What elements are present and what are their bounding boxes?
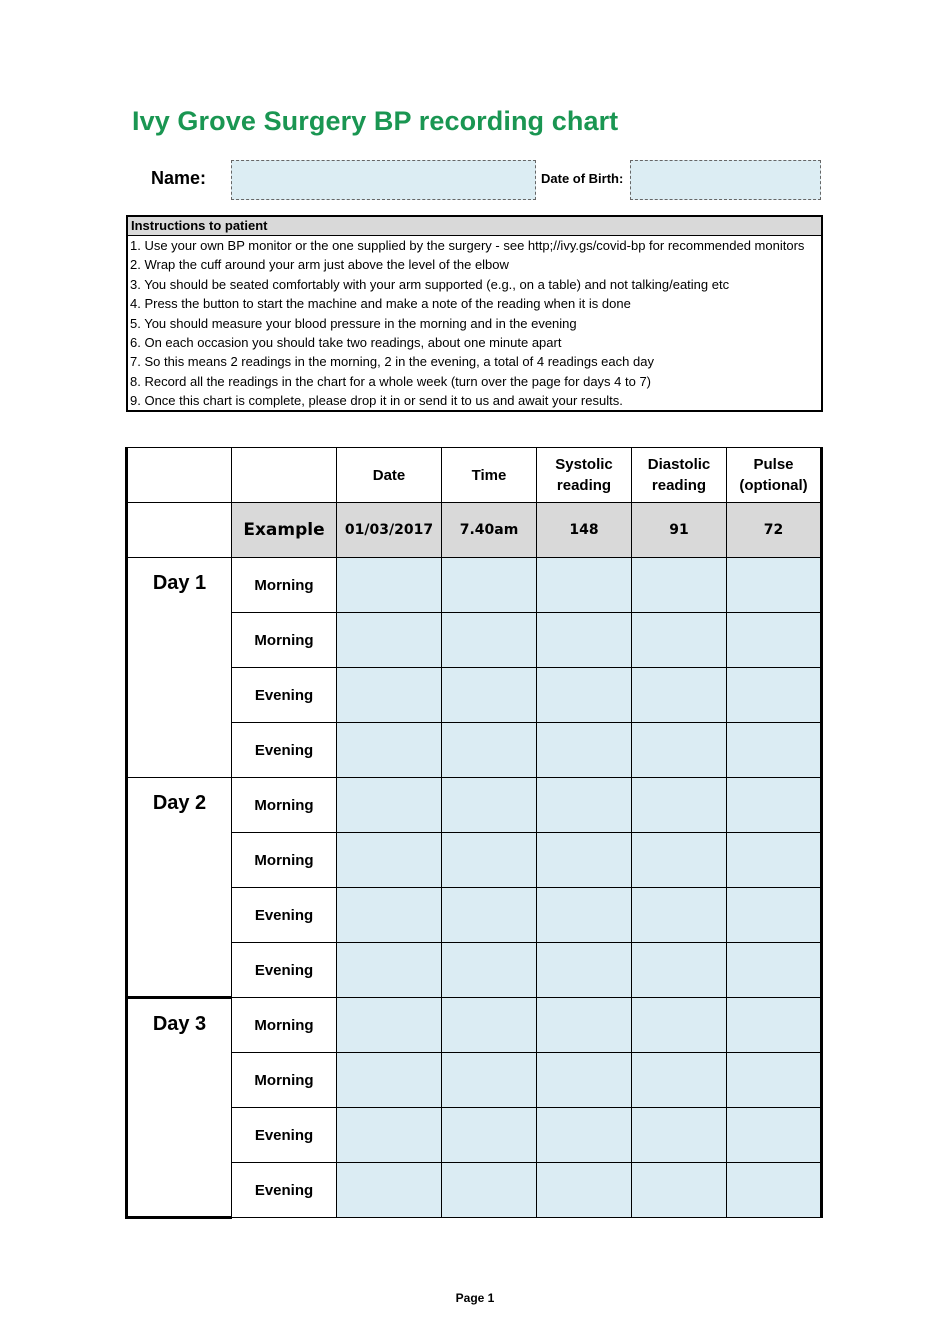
time-slot-label: Evening [232,723,337,778]
example-diastolic: 91 [632,503,727,558]
time-slot-label: Morning [232,778,337,833]
diastolic-entry[interactable] [632,1053,727,1108]
pulse-entry[interactable] [727,778,822,833]
systolic-entry[interactable] [537,723,632,778]
time-entry[interactable] [442,998,537,1053]
pulse-entry[interactable] [727,1163,822,1218]
date-entry[interactable] [337,723,442,778]
day-label: Day 1 [127,558,232,778]
diastolic-entry[interactable] [632,723,727,778]
instruction-item: 1. Use your own BP monitor or the one supplied by the surgery - see http;//ivy.gs/covid-bp for recommended monitors [130,238,805,253]
time-slot-label: Morning [232,1053,337,1108]
example-systolic: 148 [537,503,632,558]
pulse-entry[interactable] [727,723,822,778]
table-row [127,668,822,723]
example-label: Example [232,503,337,558]
name-field[interactable] [231,160,536,200]
systolic-entry[interactable] [537,668,632,723]
table-row [127,1163,822,1218]
time-entry[interactable] [442,613,537,668]
date-entry[interactable] [337,833,442,888]
table-row [127,613,822,668]
example-pulse: 72 [727,503,822,558]
systolic-entry[interactable] [537,1053,632,1108]
systolic-entry[interactable] [537,558,632,613]
diastolic-entry[interactable] [632,1163,727,1218]
time-slot-label: Morning [232,833,337,888]
systolic-entry[interactable] [537,1163,632,1218]
time-entry[interactable] [442,723,537,778]
date-entry[interactable] [337,888,442,943]
example-time: 7.40am [442,503,537,558]
pulse-entry[interactable] [727,998,822,1053]
dob-label: Date of Birth: [541,171,624,186]
time-entry[interactable] [442,833,537,888]
time-entry[interactable] [442,778,537,833]
header-pulse: Pulse (optional) [727,448,822,503]
header-systolic: Systolic reading [537,448,632,503]
table-row [127,558,822,613]
systolic-entry[interactable] [537,613,632,668]
instruction-item: 8. Record all the readings in the chart for a whole week (turn over the page for days 4 to 7) [130,373,652,389]
systolic-entry[interactable] [537,833,632,888]
header-diastolic: Diastolic reading [632,448,727,503]
time-slot-label: Evening [232,1163,337,1218]
diastolic-entry[interactable] [632,943,727,998]
time-entry[interactable] [442,668,537,723]
example-row [127,503,822,558]
table-row [127,833,822,888]
instruction-item: 3. You should be seated comfortably with your arm supported (e.g., on a table) and not talking/eating etc [130,276,730,292]
instruction-item: 9. Once this chart is complete, please drop it in or send it to us and await your results. [130,393,623,409]
time-entry[interactable] [442,558,537,613]
date-entry[interactable] [337,668,442,723]
example-blank-cell [127,503,232,558]
time-slot-label: Morning [232,998,337,1053]
header-date: Date [337,448,442,503]
date-entry[interactable] [337,1108,442,1163]
diastolic-entry[interactable] [632,888,727,943]
table-row [127,723,822,778]
pulse-entry[interactable] [727,1108,822,1163]
instruction-item: 6. On each occasion you should take two readings, about one minute apart [130,334,562,350]
instruction-item: 2. Wrap the cuff around your arm just above the level of the elbow [130,257,509,273]
diastolic-entry[interactable] [632,833,727,888]
page-number: Page 1 [455,1291,495,1305]
header-time: Time [442,448,537,503]
bp-recording-table [125,447,823,1219]
page-title: Ivy Grove Surgery BP recording chart [132,106,619,136]
time-entry[interactable] [442,1108,537,1163]
pulse-entry[interactable] [727,558,822,613]
systolic-entry[interactable] [537,888,632,943]
date-entry[interactable] [337,1163,442,1218]
time-slot-label: Evening [232,943,337,998]
time-slot-label: Evening [232,1108,337,1163]
instruction-item: 7. So this means 2 readings in the morning, 2 in the evening, a total of 4 readings each day [130,354,654,370]
pulse-entry[interactable] [727,668,822,723]
diastolic-entry[interactable] [632,998,727,1053]
diastolic-entry[interactable] [632,778,727,833]
time-entry[interactable] [442,888,537,943]
systolic-entry[interactable] [537,778,632,833]
table-row [127,943,822,998]
date-entry[interactable] [337,613,442,668]
time-entry[interactable] [442,1053,537,1108]
instructions-box [126,215,823,412]
diastolic-entry[interactable] [632,613,727,668]
instructions-heading: Instructions to patient [128,217,821,236]
date-entry[interactable] [337,778,442,833]
time-slot-label: Morning [232,558,337,613]
systolic-entry[interactable] [537,1108,632,1163]
table-row [127,1108,822,1163]
date-entry[interactable] [337,943,442,998]
table-row [127,778,822,833]
date-entry[interactable] [337,998,442,1053]
header-blank-cell [232,448,337,503]
instruction-item: 5. You should measure your blood pressure in the morning and in the evening [130,315,577,331]
pulse-entry[interactable] [727,888,822,943]
pulse-entry[interactable] [727,833,822,888]
date-entry[interactable] [337,1053,442,1108]
table-row [127,888,822,943]
pulse-entry[interactable] [727,943,822,998]
name-label: Name: [151,168,207,188]
example-date: 01/03/2017 [337,503,442,558]
time-slot-label: Morning [232,613,337,668]
time-slot-label: Evening [232,888,337,943]
day-label: Day 3 [127,998,232,1218]
table-header-row [127,448,822,503]
systolic-entry[interactable] [537,943,632,998]
diastolic-entry[interactable] [632,668,727,723]
time-entry[interactable] [442,1163,537,1218]
time-entry[interactable] [442,943,537,998]
pulse-entry[interactable] [727,613,822,668]
systolic-entry[interactable] [537,998,632,1053]
day-label: Day 2 [127,778,232,998]
diastolic-entry[interactable] [632,1108,727,1163]
dob-field[interactable] [630,160,821,200]
table-row [127,998,822,1053]
header-blank-cell [127,448,232,503]
date-entry[interactable] [337,558,442,613]
time-slot-label: Evening [232,668,337,723]
instruction-item: 4. Press the button to start the machine and make a note of the reading when it is done [130,296,631,312]
table-row [127,1053,822,1108]
diastolic-entry[interactable] [632,558,727,613]
pulse-entry[interactable] [727,1053,822,1108]
